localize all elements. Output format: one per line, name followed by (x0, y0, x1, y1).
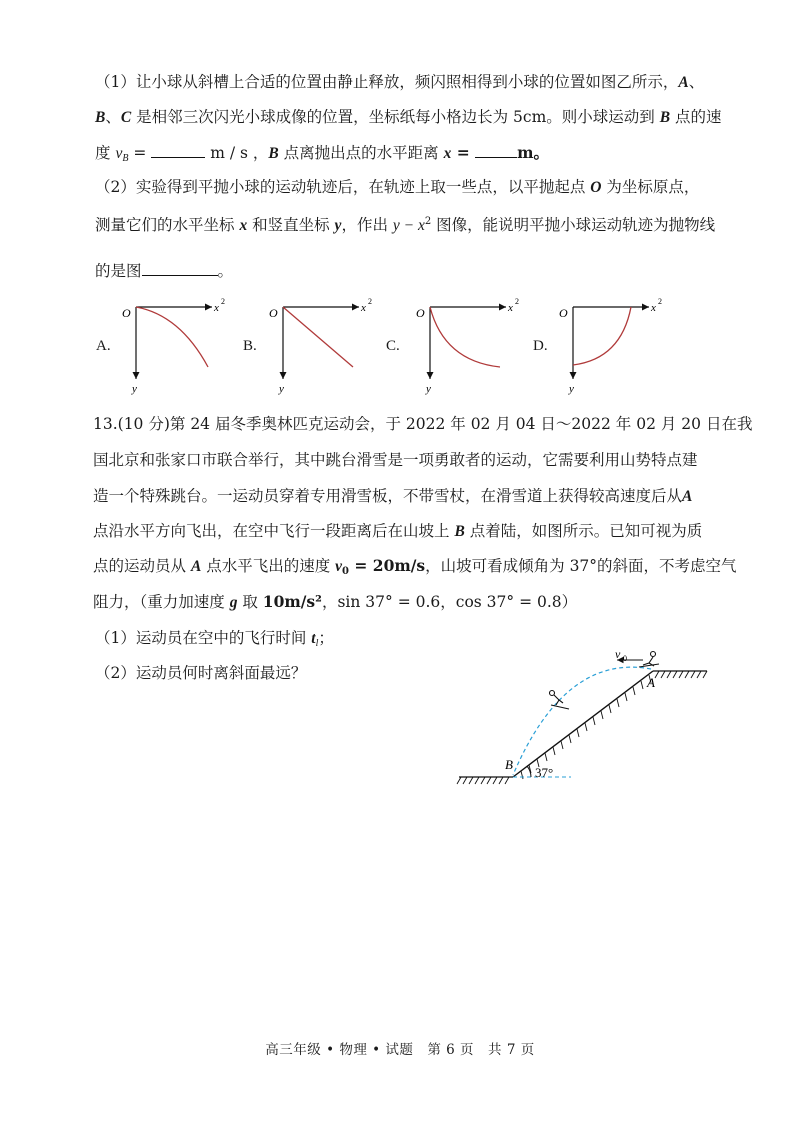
ground-hatch-bottom (457, 777, 509, 784)
svg-text:x: x (361, 302, 366, 314)
answer-blank-vb[interactable] (151, 141, 205, 158)
point-a-label: A (647, 675, 655, 690)
q12-part1-line2: B、C 是相邻三次闪光小球成像的位置，坐标纸每小格边长为 5cm。则小球运动到 B 点的速 (95, 108, 722, 126)
q13-sub2: （2）运动员何时离斜面最远？ (95, 664, 307, 682)
svg-text:x: x (508, 302, 513, 314)
q13-line5: 点的运动员从 A 点水平飞出的速度 $v_0 = 20m/s$，山坡可看成倾角为 37°的斜面，不考虑空气 (93, 556, 737, 577)
q13-line2: 国北京和张家口市联合举行，其中跳台滑雪是一项勇敢者的运动，它需要利用山势特点建 (93, 451, 698, 469)
q12-part2-line2: 测量它们的水平坐标 x 和竖直坐标 y，作出 $y - x^2$ 图像，能说明平抛小球运动轨迹为抛物线 (95, 216, 716, 234)
answer-blank-x[interactable] (475, 141, 517, 158)
q12-part1-line3: 度 $v_B = m / s$ ，B 点离抛出点的水平距离 x = m。 (95, 143, 550, 164)
svg-text:x: x (651, 302, 656, 314)
q12-part2-line3: 的是图 。 (95, 259, 233, 282)
q13-line6: 阻力，（重力加速度 g 取 10m/s²，sin 37° = 0.6，cos 37° = 0.8） (93, 592, 578, 611)
svg-text:y: y (132, 383, 137, 395)
choice-a-graph (120, 295, 230, 395)
svg-text:2: 2 (221, 297, 225, 306)
q13-sub1: （1）运动员在空中的飞行时间 $t_l$； (95, 629, 334, 649)
ski-jump-figure (455, 643, 715, 793)
q12-part2-line1: （2）实验得到平抛小球的运动轨迹后，在轨迹上取一些点，以平抛起点 O 为坐标原点， (95, 178, 700, 196)
choice-b-graph (267, 295, 377, 395)
svg-text:y: y (426, 383, 431, 395)
svg-text:2: 2 (368, 297, 372, 306)
svg-text:y: y (279, 383, 284, 395)
svg-text:2: 2 (658, 297, 662, 306)
choice-d-label: D. (533, 338, 548, 354)
svg-text:O: O (269, 306, 278, 320)
skier-at-a-icon (639, 652, 659, 668)
q13-line1: 13.(10 分)第 24 届冬季奥林匹克运动会，于 2022 年 02 月 04 日～2022 年 02 月 20 日在我 (93, 415, 753, 433)
svg-text:2: 2 (515, 297, 519, 306)
page-footer: 高三年级 • 物理 • 试题 第 6 页 共 7 页 (265, 1042, 535, 1058)
choice-c-label: C. (386, 338, 400, 354)
svg-text:0: 0 (623, 654, 627, 663)
choice-a-label: A. (96, 338, 111, 354)
choice-b-label: B. (243, 338, 257, 354)
q12-part1-line1: （1）让小球从斜槽上合适的位置由静止释放，频闪照相得到小球的位置如图乙所示，A、 (95, 73, 705, 91)
point-b-label: B (505, 757, 513, 772)
slope-line (513, 671, 653, 777)
ground-hatch-top (655, 671, 707, 678)
q13-line3: 造一个特殊跳台。一运动员穿着专用滑雪板，不带雪杖，在滑雪道上获得较高速度后从A (93, 487, 693, 505)
slope-hatch (521, 675, 651, 779)
svg-text:O: O (559, 306, 568, 320)
choice-d-graph (557, 295, 667, 395)
choice-c-graph (414, 295, 524, 395)
svg-text:x: x (214, 302, 219, 314)
svg-text:O: O (416, 306, 425, 320)
q13-line4: 点沿水平方向飞出，在空中飞行一段距离后在山坡上 B 点着陆，如图所示。已知可视为质 (93, 522, 703, 540)
svg-text:y: y (569, 383, 574, 395)
svg-text:v: v (615, 647, 621, 661)
svg-text:O: O (122, 306, 131, 320)
trajectory-curve (513, 667, 651, 775)
answer-blank-graph[interactable] (142, 259, 218, 276)
angle-label: 37° (535, 765, 554, 780)
